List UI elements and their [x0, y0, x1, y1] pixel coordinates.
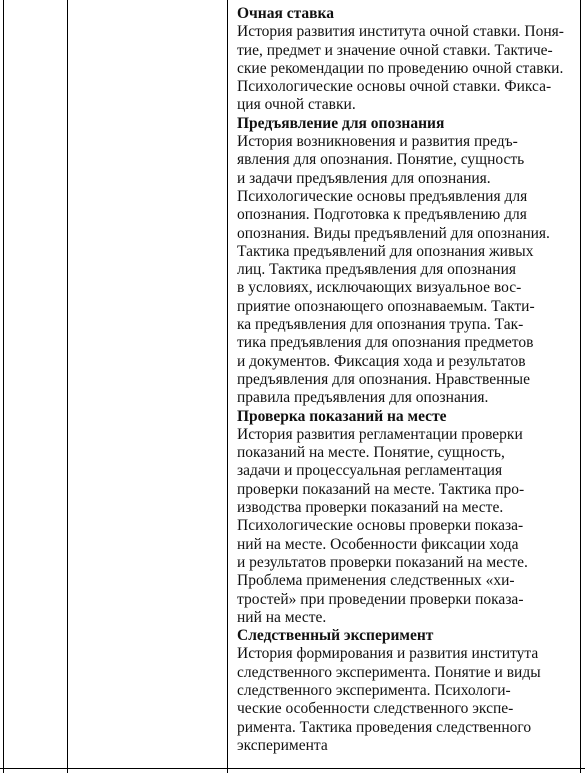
section-title: Предъявление для опознания — [237, 114, 445, 132]
content-cell — [237, 5, 577, 755]
section-text-line: эксперимента — [237, 736, 328, 754]
section-text-line: ские рекомендации по проведению очной ставки. — [237, 59, 564, 77]
section-text-line: История развития института очной ставки. Поня- — [237, 23, 564, 41]
section-text-line: ческие особенности следственного экспе- — [237, 700, 514, 718]
section-text-line: Тактика предъявлений для опознания живых — [237, 242, 534, 260]
section-text-line: показаний на месте. Понятие, сущность, — [237, 444, 505, 462]
section-text-line: проверки показаний на месте. Тактика про- — [237, 480, 525, 498]
section-text-line: римента. Тактика проведения следственного — [237, 718, 532, 736]
section-text-line: опознания. Виды предъявлений для опознания. — [237, 224, 550, 242]
section-title: Очная ставка — [237, 5, 334, 22]
section-text-line: История формирования и развития института — [237, 645, 539, 663]
section-text-line: и задачи предъявления для опознания. — [237, 169, 491, 187]
section-text-line: изводства проверки показаний на месте. — [237, 499, 504, 517]
section-text-line: ция очной ставки. — [237, 96, 356, 114]
table-border-right — [580, 0, 581, 773]
column-divider-2 — [227, 0, 228, 773]
section-title: Проверка показаний на месте — [237, 407, 447, 425]
section-text-line: предъявления для опознания. Нравственные — [237, 370, 530, 388]
section-text-line: ний на месте. — [237, 608, 327, 626]
column-divider-1 — [67, 0, 68, 773]
section-text-line: явления для опознания. Понятие, сущность — [237, 151, 525, 169]
section-text-line: правила предъявления для опознания. — [237, 389, 489, 407]
section-text-line: Психологические основы очной ставки. Фикса- — [237, 78, 552, 96]
section-text-line: ка предъявления для опознания трупа. Так- — [237, 316, 524, 334]
section-text-line: Психологические основы проверки показа- — [237, 517, 524, 535]
table-border-left — [3, 0, 4, 773]
section-title: Следственный эксперимент — [237, 627, 434, 645]
section — [237, 408, 577, 628]
section-text-line: История развития регламентации проверки — [237, 425, 523, 443]
table-row-bottom-border — [0, 768, 585, 769]
section-text-line: задачи и процессуальная регламентация — [237, 462, 503, 480]
section-text-line: следственного эксперимента. Понятие и виды — [237, 663, 541, 681]
section-text-line: ний на месте. Особенности фиксации хода — [237, 535, 519, 553]
section-text-line: Проблема применения следственных «хи- — [237, 572, 515, 590]
section-text-line: тие, предмет и значение очной ставки. Тактиче- — [237, 41, 553, 59]
section-text-line: и результатов проверки показаний на месте. — [237, 553, 528, 571]
section-text-line: в условиях, исключающих визуальное вос- — [237, 279, 522, 297]
section — [237, 627, 577, 755]
section-text-line: приятие опознающего опознаваемым. Такти- — [237, 297, 535, 315]
section-text-line: лиц. Тактика предъявления для опознания — [237, 261, 516, 279]
section-text-line: Психологические основы предъявления для — [237, 187, 528, 205]
section-text-line: следственного эксперимента. Психологи- — [237, 681, 511, 699]
section-text-line: и документов. Фиксация хода и результатов — [237, 352, 526, 370]
section — [237, 5, 577, 115]
section-text-line: тика предъявления для опознания предметов — [237, 334, 534, 352]
section — [237, 115, 577, 408]
section-text-line: опознания. Подготовка к предъявлению для — [237, 206, 527, 224]
section-text-line: История возникновения и развития предъ- — [237, 133, 518, 151]
section-text-line: тростей» при проведении проверки показа- — [237, 590, 524, 608]
